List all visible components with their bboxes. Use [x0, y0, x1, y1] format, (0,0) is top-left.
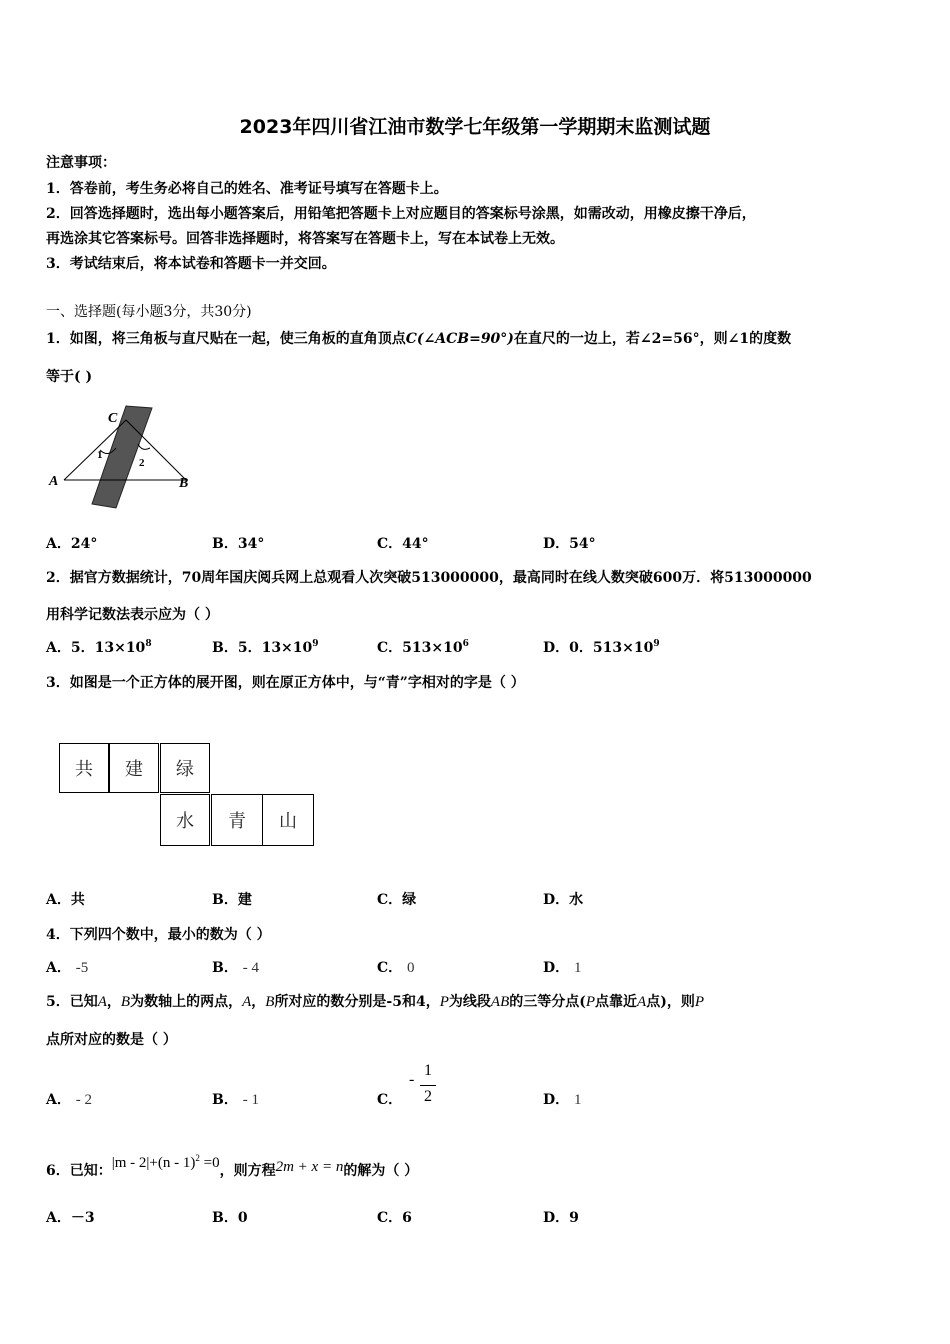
q2-stem: 2．据官方数据统计，70周年国庆阅兵网上总观看人次突破513000000，最高同时在线人数突破600万．将513000000	[46, 570, 812, 586]
q3-option-b[interactable]: B．建	[212, 892, 252, 908]
q2-option-d[interactable]: D．0．$513\times 10^9$	[543, 639, 660, 656]
q6-option-a[interactable]: A．－3	[46, 1210, 95, 1226]
net-cell-shui: 水	[160, 794, 210, 846]
q5-option-b[interactable]: B． - 1	[212, 1092, 259, 1108]
net-cell-qing: 青	[211, 794, 263, 846]
q1-option-c[interactable]: C．44°	[377, 536, 429, 552]
q3-option-c[interactable]: C．绿	[377, 892, 417, 908]
q6-stem: 6．已知：|m - 2|+(n - 1)$^2$ =0，则方程2m + x = n的解为（ ）	[46, 1153, 419, 1179]
net-cell-lv: 绿	[160, 743, 210, 793]
label-c: C	[108, 411, 118, 426]
angle-2-arc	[138, 444, 150, 449]
q5-option-a[interactable]: A． - 2	[46, 1092, 92, 1108]
net-cell-jian: 建	[109, 743, 159, 793]
label-angle-1: 1	[97, 449, 103, 461]
q2-option-b[interactable]: B．5．$13\times 10^9$	[212, 639, 319, 656]
q3-option-a[interactable]: A．共	[46, 892, 85, 908]
note-item-1: 1．答卷前，考生务必将自己的姓名、准考证号填写在答题卡上。	[46, 181, 448, 197]
net-cell-shan: 山	[262, 794, 314, 846]
q6-option-d[interactable]: D．9	[543, 1210, 579, 1226]
q1-option-a[interactable]: A．24°	[46, 536, 98, 552]
q3-option-d[interactable]: D．水	[543, 892, 584, 908]
q4-option-b[interactable]: B． - 4	[212, 960, 259, 976]
q4-option-a[interactable]: A． -5	[46, 960, 89, 976]
q2-option-c[interactable]: C．$513\times 10^6$	[377, 639, 469, 656]
note-item-3: 3．考试结束后，将本试卷和答题卡一并交回。	[46, 256, 336, 272]
net-cell-gong: 共	[59, 743, 109, 793]
q6-option-b[interactable]: B．0	[212, 1210, 248, 1226]
note-item-2: 2．回答选择题时，选出每小题答案后，用铅笔把答题卡上对应题目的答案标号涂黑，如需改动，用橡皮擦干净后，	[46, 206, 756, 222]
q1-option-b[interactable]: B．34°	[212, 536, 265, 552]
q5-stem: 5．已知A，B为数轴上的两点，A，B所对应的数分别是-5和4，P为线段AB的三等分点(P点靠近A点)，则P	[46, 994, 704, 1010]
q6-equation-2: 2m + x = n	[275, 1159, 344, 1175]
section-heading: 一、选择题(每小题3分，共30分)	[46, 304, 252, 320]
page-title: 2023年四川省江油市数学七年级第一学期期末监测试题	[239, 116, 711, 138]
q1-stem: 1．如图，将三角板与直尺贴在一起，使三角板的直角顶点C(∠ACB=90°)在直尺的一边上，若∠2=56°，则∠1的度数	[46, 331, 792, 347]
q5-option-c[interactable]: C．	[377, 1092, 403, 1108]
q2-option-a[interactable]: A．5．$13\times 10^8$	[46, 639, 152, 656]
q6-option-c[interactable]: C．6	[377, 1210, 412, 1226]
note-item-2-cont: 再选涂其它答案标号。回答非选择题时，将答案写在答题卡上，写在本试卷上无效。	[46, 231, 564, 247]
label-a: A	[49, 474, 59, 489]
q2-stem-line2: 用科学记数法表示应为（ ）	[46, 607, 219, 623]
q6-equation-1: |m - 2|+(n - 1)$^2$ =0	[111, 1153, 220, 1171]
q1-stem-line2: 等于( )	[46, 369, 93, 385]
q3-stem: 3．如图是一个正方体的展开图，则在原正方体中，与“青”字相对的字是（ ）	[46, 675, 525, 691]
q4-option-d[interactable]: D． 1	[543, 960, 582, 976]
label-b: B	[179, 476, 189, 491]
triangle-ruler-figure	[44, 400, 204, 515]
q5-option-d[interactable]: D． 1	[543, 1092, 582, 1108]
label-angle-2: 2	[139, 457, 145, 469]
q1-option-d[interactable]: D．54°	[543, 536, 596, 552]
q5-stem-line2: 点所对应的数是（ ）	[46, 1032, 177, 1048]
q4-stem: 4．下列四个数中，最小的数为（ ）	[46, 927, 271, 943]
notes-heading: 注意事项：	[46, 155, 116, 171]
q4-option-c[interactable]: C． 0	[377, 960, 415, 976]
